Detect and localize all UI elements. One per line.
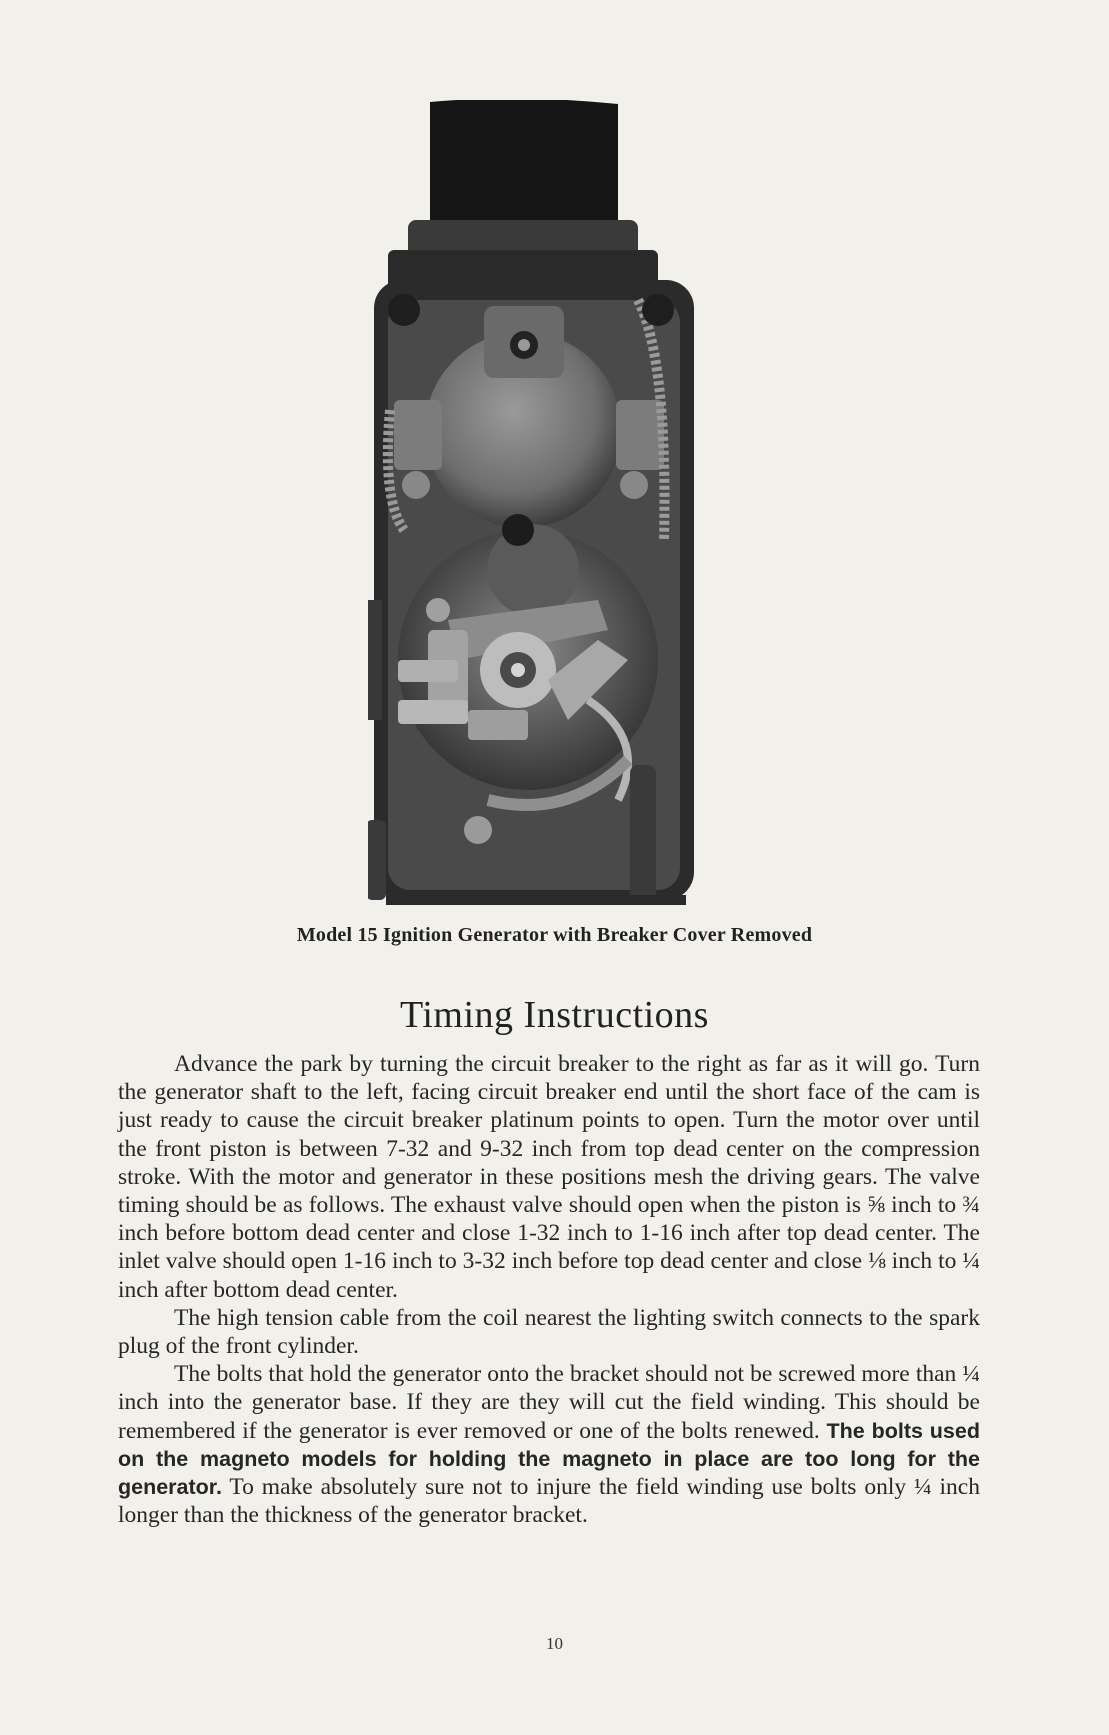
paragraph-cable: The high tension cable from the coil nearest the lighting switch connects to the spark plug of the front cylinder. [118,1304,980,1360]
figure-caption: Model 15 Ignition Generator with Breaker Cover Removed [296,924,813,946]
page-number: 10 [546,1634,563,1653]
paragraph-bolts [118,1360,980,1529]
body-text [118,1050,980,1529]
page-heading: Timing Instructions [400,994,709,1036]
ignition-generator-photo [368,100,740,908]
paragraph-bolts-bold: The bolts used on the magneto models for holding the magneto in place are too long for the generator. [118,1418,980,1500]
paragraph-bolts-end: To make absolutely sure not to injure the field winding use bolts only ¼ inch longer than the thickness of the generator bracket. [118,1474,980,1529]
paragraph-timing: Advance the park by turning the circuit breaker to the right as far as it will go. Turn the generator shaft to the left, facing circuit breaker end until the short face of the cam is just ready to cause the circuit breaker platinum points to open. Turn the motor over until the front piston is between 7-32 and 9-32 inch from top dead center on the compression stroke. With the motor and generator in these positions mesh the driving gears. The valve timing should be as follows. The exhaust valve should open when the piston is ⅝ inch to ¾ inch before bottom dead center and close 1-32 inch to 1-16 inch after top dead center. The inlet valve should open 1-16 inch to 3-32 inch before top dead center and close ⅛ inch to ¼ inch after bottom dead center. [118,1051,980,1303]
paragraph-bolts-start: The bolts that hold the generator onto the bracket should not be screwed more than ¼ inch into the generator base. If they are they will cut the field winding. This should be remembered if the generator is ever removed or one of the bolts renewed. [118,1361,980,1444]
